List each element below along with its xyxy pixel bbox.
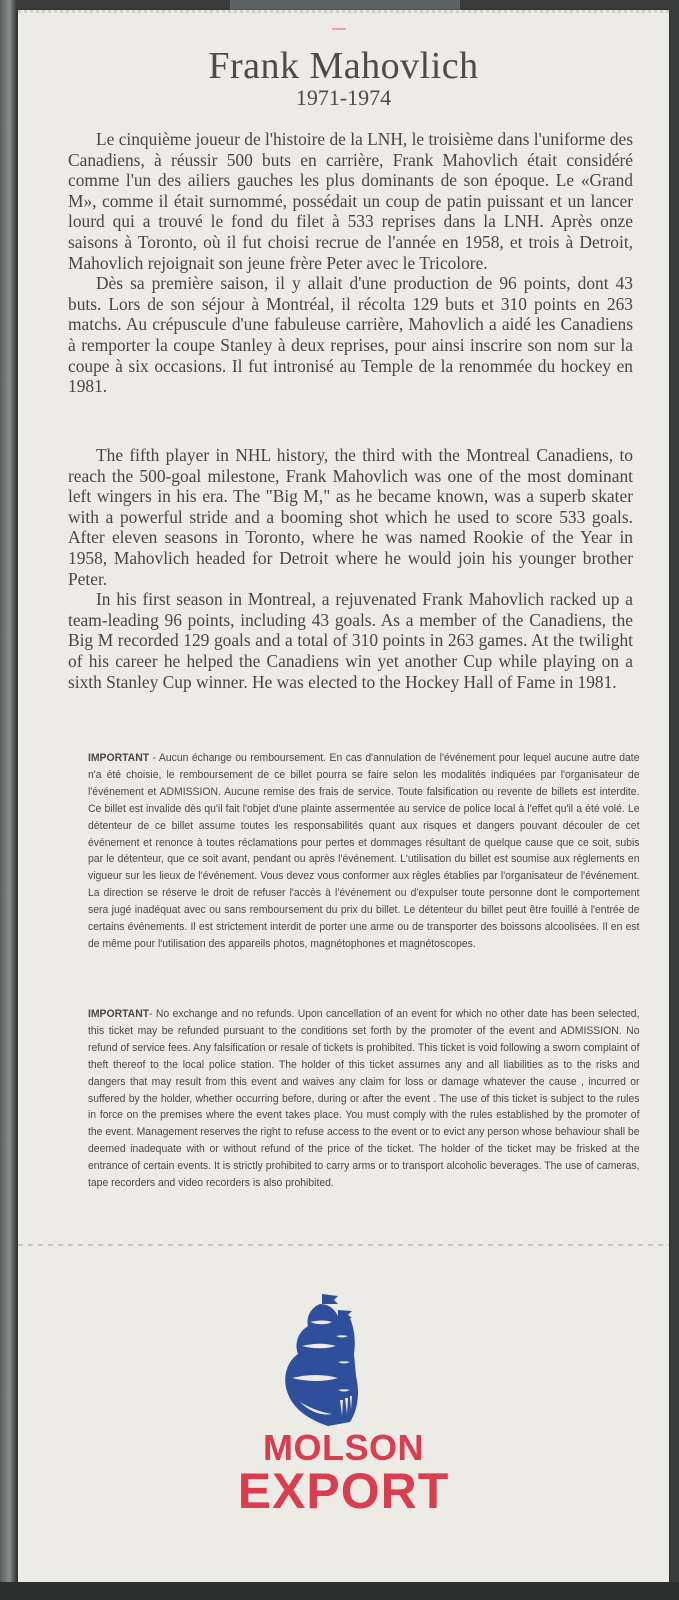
bio-paragraph: Dès sa première saison, il y allait d'une production de 96 points, dont 43 buts. Lors de son séjour à Montréal, il récolta 129 buts et 310 points en 263 matchs. Au crépuscule d'une fabuleuse carrière, Mahovlich a aidé les Canadiens à remporter la coupe Stanley à deux reprises, pour ainsi inscrire son nom sur la coupe à six occasions. Il fut intronisé au Temple de la renommée du hockey en 1981. (68, 273, 633, 397)
legal-lead: IMPORTANT (88, 752, 150, 764)
player-years: 1971-1974 (295, 85, 392, 110)
legal-text: - No exchange and no refunds. Upon cancellation of an event for which no other date has been selected, this ticket may be refunded pursuant to the conditions set forth by the promoter of the event and ADMISSION. No refund of service fees. Any falsification or resale of tickets is prohibited. This ticket is void following a sworn complaint of theft thereof to the local police station. The holder of this ticket assumes any and all liabilities as to the risks and dangers that may result from this event and waives any claim for loss or damage whatever the cause , incurred or suffered by the holder, whether occurring before, during or after the event . The use of this ticket is subject to the rules in force on the premises where the event takes place. You must comply with the rules established by the promoter of the event. Management reserves the right to refuse access to the event or to evict any person whose behaviour shall be deemed inadequate with or without refund of the price of the ticket. The holder of the ticket may be frisked at the entrance of certain events. It is strictly prohibited to carry arms or to transport alcoholic beverages. The use of cameras, tape recorders and video recorders is also prohibited. (88, 1008, 640, 1190)
sponsor-name-line2: EXPORT (237, 1463, 450, 1519)
bio-english (68, 445, 633, 692)
bio-paragraph: Le cinquième joueur de l'histoire de la LNH, le troisième dans l'uniforme des Canadiens, à réussir 500 buts en carrière, Frank Mahovlich était considéré comme l'un des ailiers gauches les plus dominants de son époque. Le «Grand M», comme il était surnommé, possédait un coup de patin puissant et un lancer lourd qui a trouvé le fond du filet à 533 reprises dans la LNH. Après onze saisons à Toronto, où il fut choisi recrue de l'année en 1958, et trois à Detroit, Mahovlich rejoignait son jeune frère Peter avec le Tricolore. (68, 129, 634, 273)
legal-terms-french (88, 750, 639, 953)
background-bottom (0, 1582, 679, 1600)
legal-lead: IMPORTANT (88, 1008, 150, 1020)
legal-text: - Aucun échange ou remboursement. En cas d'annulation de l'événement pour lequel aucune autre date n'a été choisie, le remboursement de ce billet pourra se faire selon les modalités indiquées par l'organisateur de l'événement et ADMISSION. Aucune remise des frais de service. Toute falsification ou revente de billets est interdite. Ce billet est invalide dès qu'il fait l'objet d'une plainte assermentée au service de police local à l'effet qu'il a été volé. Le détenteur de ce billet assume toutes les responsabilités quant aux risques et dangers pouvant découler de cet événement et renonce à toutes réclamations pour pertes et dommages résultant de quelque cause que ce soit, subis par le détenteur, que ce soit avant, pendant ou après l'événement. L'utilisation du billet est soumise aux règlements en vigueur sur les lieux de l'événement. Vous devez vous conformer aux règles établies par l'organisateur de l'événement. La direction se réserve le droit de refuser l'accès à l'événement ou d'expulser toute personne dont le comportement sera jugé inadéquat avec ou sans remboursement du prix du billet. Le détenteur du billet peut être fouillé à l'entrée de certains événements. Il est strictement interdit de porter une arme ou de transporter des boissons alcoolisées. Il en est de même pour l'utilisation des appareils photos, magnétophones et magnétoscopes. (88, 752, 640, 950)
bio-paragraph: In his first season in Montreal, a rejuvenated Frank Mahovlich racked up a team-leading 96 points, including 43 goals. As a member of the Canadiens, the Big M recorded 129 goals and a total of 310 points in 263 games. At the twilight of his career he helped the Canadiens win yet another Cup while playing on a sixth Stanley Cup winner. He was elected to the Hockey Hall of Fame in 1981. (68, 589, 633, 692)
ticket-back (18, 10, 669, 1582)
holder-frame-edge (0, 0, 16, 1600)
perforation-line (18, 1244, 669, 1246)
player-name: Frank Mahovlich (208, 45, 479, 87)
ticket-torn-edge (18, 10, 669, 13)
bio-paragraph: The fifth player in NHL history, the third with the Montreal Canadiens, to reach the 500-goal milestone, Frank Mahovlich was one of the most dominant left wingers in his era. The "Big M," as he became known, was a superb skater with a powerful stride and a booming shot which he used to score 533 goals. After eleven seasons in Toronto, where he was named Rookie of the Year in 1958, Mahovlich headed for Detroit where he would join his younger brother Peter. (68, 445, 633, 589)
sailing-ship-icon (280, 1292, 366, 1430)
bio-french (68, 129, 633, 397)
print-mark (332, 28, 346, 30)
sponsor-name-line1: MOLSON (263, 1427, 424, 1468)
legal-terms-english (88, 1006, 639, 1192)
